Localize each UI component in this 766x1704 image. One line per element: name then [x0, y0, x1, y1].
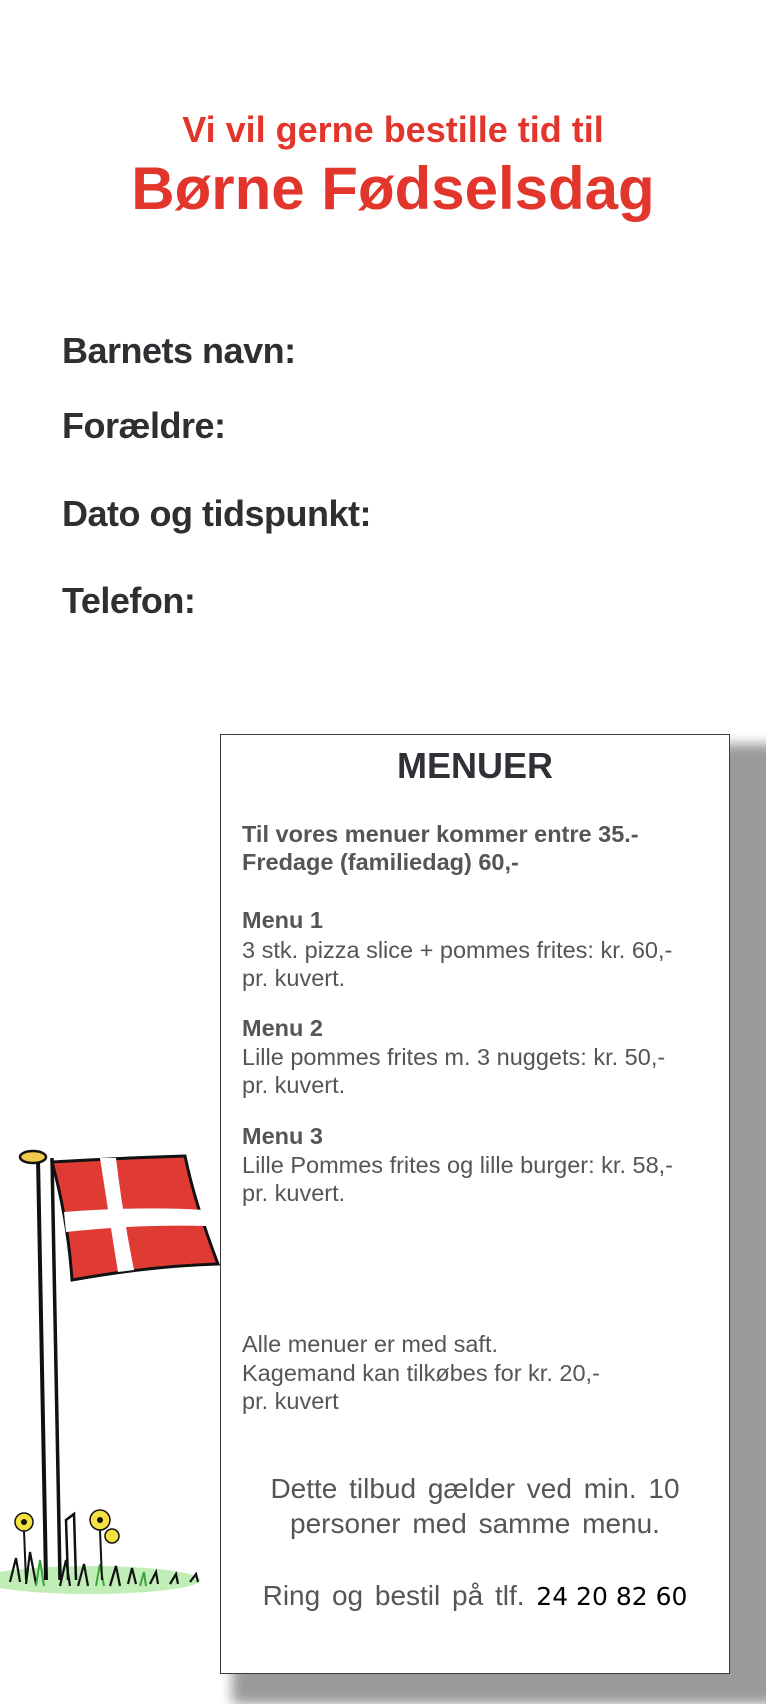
menu-1-desc: 3 stk. pizza slice + pommes frites: kr. 60,- [242, 937, 673, 963]
phone-label: Telefon: [62, 580, 196, 621]
call-text: Ring og bestil på tlf. [262, 1580, 525, 1611]
menu-note-kagemand: Kagemand kan tilkøbes for kr. 20,- [242, 1360, 600, 1386]
grass-icon [0, 1552, 200, 1594]
offer-line2: personer med samme menu. [290, 1508, 660, 1539]
menu-1-name: Menu 1 [242, 907, 323, 933]
menu-3-unit: pr. kuvert. [242, 1180, 346, 1206]
menu-title: MENUER [396, 745, 553, 786]
page-header [0, 108, 766, 224]
menu-intro-line2: Fredage (familiedag) 60,- [242, 849, 519, 875]
danish-flag-icon [52, 1156, 218, 1280]
menu-2-desc: Lille pommes frites m. 3 nuggets: kr. 50,- [242, 1044, 666, 1070]
header-subtitle: Vi vil gerne bestille tid til [182, 109, 604, 150]
menu-2-name: Menu 2 [242, 1015, 323, 1041]
menu-note-unit: pr. kuvert [242, 1388, 339, 1414]
menu-box [220, 734, 730, 1674]
menu-3-desc: Lille Pommes frites og lille burger: kr. 58,- [242, 1152, 673, 1178]
date-time-label: Dato og tidspunkt: [62, 493, 371, 534]
menu-2-unit: pr. kuvert. [242, 1072, 346, 1098]
danish-flag-illustration [0, 1140, 230, 1620]
phone-number: 24 20 82 60 [536, 1582, 688, 1611]
menu-note-saft: Alle menuer er med saft. [242, 1331, 498, 1357]
header-title: Børne Fødselsdag [131, 155, 655, 222]
menu-3-name: Menu 3 [242, 1123, 323, 1149]
parents-label: Forældre: [62, 405, 226, 446]
call-line [221, 1578, 729, 1614]
menu-1-unit: pr. kuvert. [242, 965, 346, 991]
child-name-label: Barnets navn: [62, 330, 296, 371]
offer-line1: Dette tilbud gælder ved min. 10 [270, 1473, 680, 1504]
menu-intro-line1: Til vores menuer kommer entre 35.- [242, 821, 639, 847]
